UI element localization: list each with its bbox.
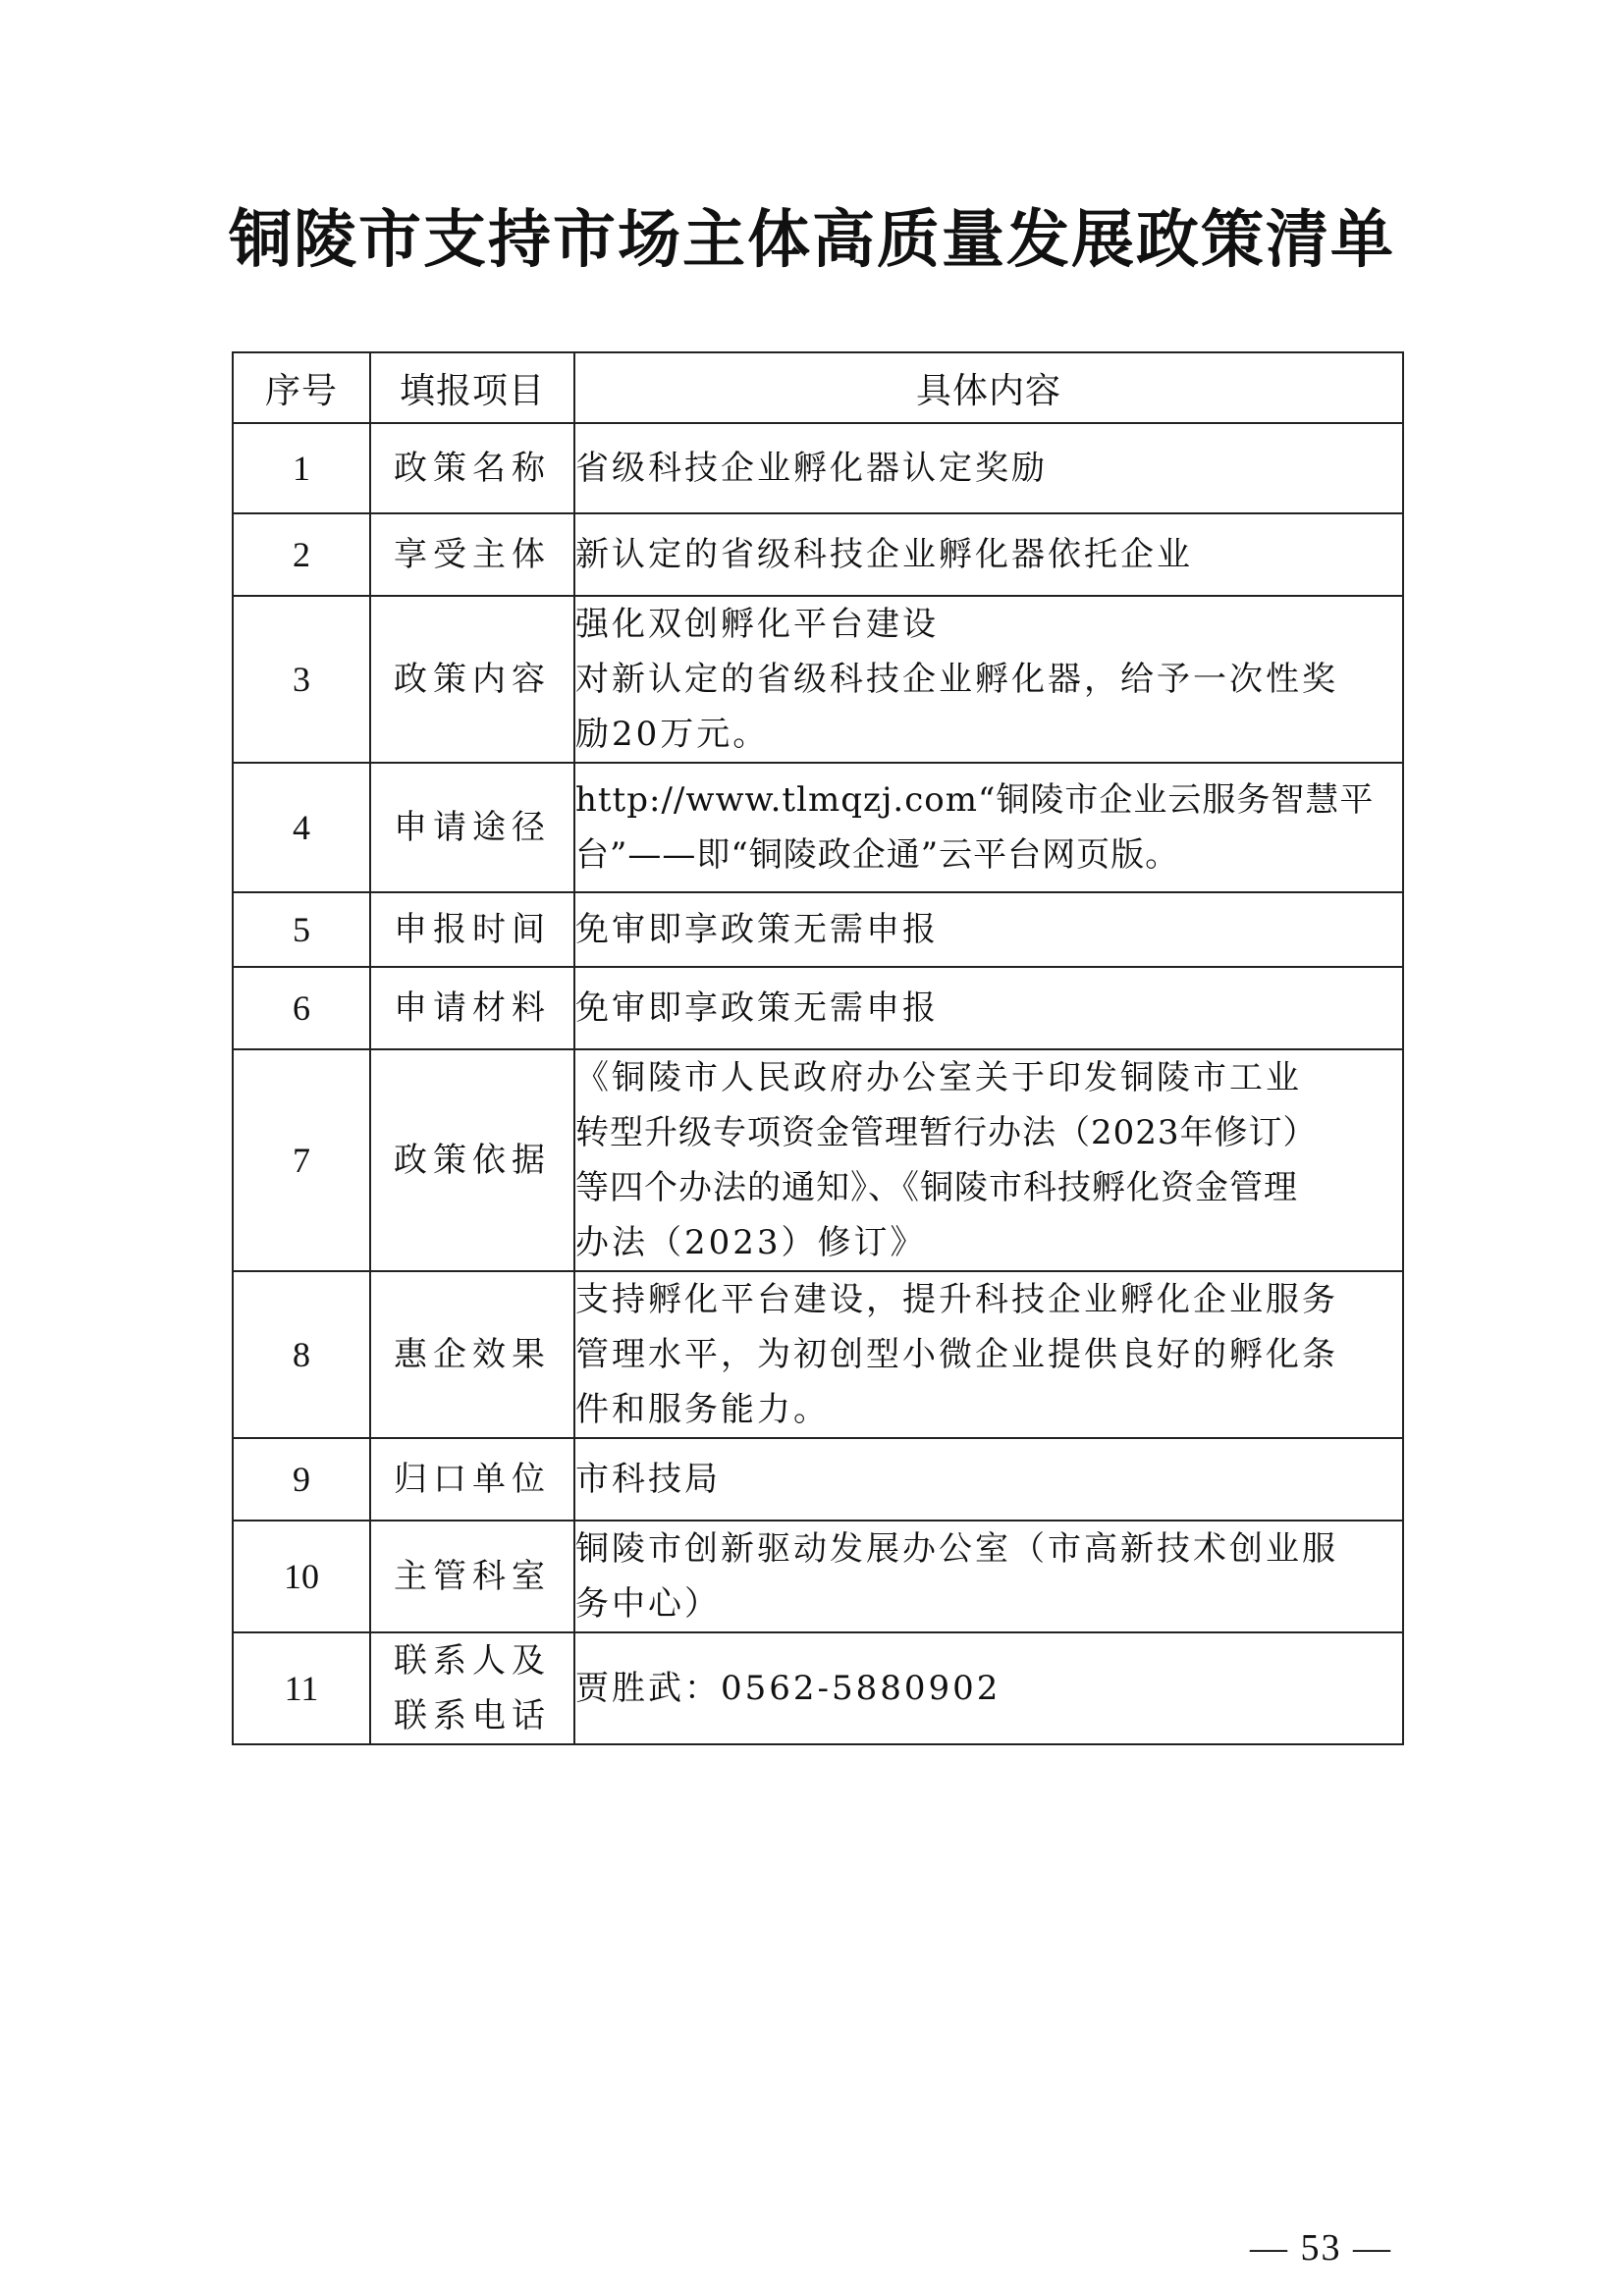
item-line: 联系人及 (394, 1641, 551, 1681)
row-content (574, 763, 1403, 892)
table-row (233, 763, 1403, 892)
row-no: 10 (233, 1521, 370, 1632)
content-line: 免审即享政策无需申报 (575, 910, 939, 949)
table-row (233, 892, 1403, 967)
row-item: 政策依据 (370, 1049, 574, 1271)
row-item: 政策名称 (370, 423, 574, 513)
page-number: — 53 — (1250, 2227, 1392, 2269)
row-no: 7 (233, 1049, 370, 1271)
content-line: http://www.tlmqzj.com“铜陵市企业云服务智慧平 (575, 780, 1375, 820)
page-title: 铜陵市支持市场主体高质量发展政策清单 (229, 203, 1395, 277)
row-no: 4 (233, 763, 370, 892)
row-item: 申请材料 (370, 967, 574, 1049)
content-line: 贾胜武：0562-5880902 (575, 1669, 1001, 1708)
row-no: 3 (233, 596, 370, 763)
row-content (574, 513, 1403, 596)
table-row (233, 1632, 1403, 1744)
content-line: 对新认定的省级科技企业孵化器，给予一次性奖 (575, 660, 1338, 699)
table-row (233, 1521, 1403, 1632)
header-no: 序号 (233, 352, 370, 423)
table-row (233, 596, 1403, 763)
policy-table (232, 351, 1404, 1745)
row-content (574, 967, 1403, 1049)
row-item (370, 1632, 574, 1744)
row-no: 11 (233, 1632, 370, 1744)
content-line: 免审即享政策无需申报 (575, 988, 939, 1028)
table-row (233, 423, 1403, 513)
header-item: 填报项目 (370, 352, 574, 423)
row-content (574, 1521, 1403, 1632)
content-line: 转型升级专项资金管理暂行办法（2023年修订） (575, 1113, 1318, 1152)
row-content (574, 1049, 1403, 1271)
row-item: 申报时间 (370, 892, 574, 967)
row-item: 政策内容 (370, 596, 574, 763)
content-line: 等四个办法的通知》、《铜陵市科技孵化资金管理 (575, 1168, 1298, 1207)
table-header-row (233, 352, 1403, 423)
content-line: 支持孵化平台建设，提升科技企业孵化企业服务 (575, 1280, 1338, 1319)
row-item: 申请途径 (370, 763, 574, 892)
row-item: 享受主体 (370, 513, 574, 596)
content-line: 件和服务能力。 (575, 1390, 830, 1429)
item-line: 联系电话 (394, 1696, 551, 1735)
content-line: 台”——即“铜陵政企通”云平台网页版。 (575, 835, 1180, 875)
row-content (574, 596, 1403, 763)
table-row (233, 1049, 1403, 1271)
row-item: 惠企效果 (370, 1271, 574, 1438)
row-no: 1 (233, 423, 370, 513)
table-row (233, 967, 1403, 1049)
table-row (233, 1438, 1403, 1521)
row-no: 6 (233, 967, 370, 1049)
row-no: 2 (233, 513, 370, 596)
content-line: 办法（2023）修订》 (575, 1223, 927, 1262)
row-item: 归口单位 (370, 1438, 574, 1521)
content-line: 务中心） (575, 1584, 721, 1624)
table-row (233, 1271, 1403, 1438)
header-content: 具体内容 (574, 352, 1403, 423)
row-no: 8 (233, 1271, 370, 1438)
row-no: 9 (233, 1438, 370, 1521)
content-line: 铜陵市创新驱动发展办公室（市高新技术创业服 (575, 1529, 1338, 1569)
row-content (574, 892, 1403, 967)
content-line: 省级科技企业孵化器认定奖励 (575, 449, 1048, 488)
content-line: 强化双创孵化平台建设 (575, 605, 939, 644)
row-content (574, 1438, 1403, 1521)
row-content (574, 423, 1403, 513)
row-content (574, 1632, 1403, 1744)
content-line: 新认定的省级科技企业孵化器依托企业 (575, 535, 1193, 574)
content-line: 市科技局 (575, 1460, 721, 1499)
row-no: 5 (233, 892, 370, 967)
content-line: 《铜陵市人民政府办公室关于印发铜陵市工业 (575, 1058, 1302, 1097)
content-line: 励20万元。 (575, 715, 770, 754)
row-item: 主管科室 (370, 1521, 574, 1632)
row-content (574, 1271, 1403, 1438)
table-row (233, 513, 1403, 596)
content-line: 管理水平，为初创型小微企业提供良好的孵化条 (575, 1335, 1338, 1374)
